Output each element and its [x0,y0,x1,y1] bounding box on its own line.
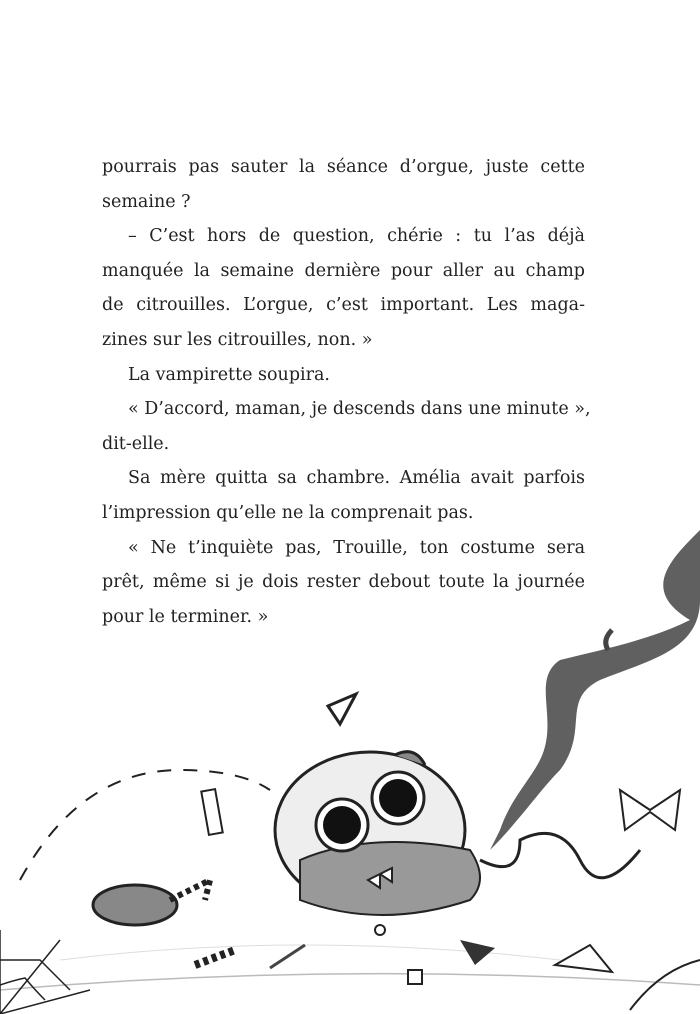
text-line: pour le terminer. » [102,606,269,627]
pumpkin-with-sunglasses-illustration [0,520,700,1014]
text-line: La vampirette soupira. [128,364,330,385]
pumpkin-character [275,752,480,915]
text-line: manquée la semaine dernière pour aller au champ [102,260,585,281]
confetti-triangle [328,694,356,724]
text-line: l’impression qu’elle ne la comprenait pas. [102,502,474,523]
ribbon-roll [93,885,177,925]
text-line: zines sur les citrouilles, non. » [102,329,373,350]
text-line: de citrouilles. L’orgue, c’est important. Les maga- [102,295,585,316]
spider-web-icon [0,930,90,1014]
text-line: semaine ? [102,191,191,212]
text-line: « Ne t’inquiète pas, Trouille, ton costume sera [128,537,585,558]
text-line: Sa mère quitta sa chambre. Amélia avait parfois [128,468,585,489]
bowtie-icon [620,790,680,830]
text-line: pourrais pas sauter la séance d’orgue, juste cette [102,157,585,177]
text-line: – C’est hors de question, chérie : tu l’as déjà [128,226,585,247]
text-line: dit-elle. [102,433,170,454]
ground-lines [0,974,700,990]
text-line: prêt, même si je dois rester debout toute la journée [102,572,585,593]
text-line: « D’accord, maman, je descends dans une minute », [128,399,591,420]
